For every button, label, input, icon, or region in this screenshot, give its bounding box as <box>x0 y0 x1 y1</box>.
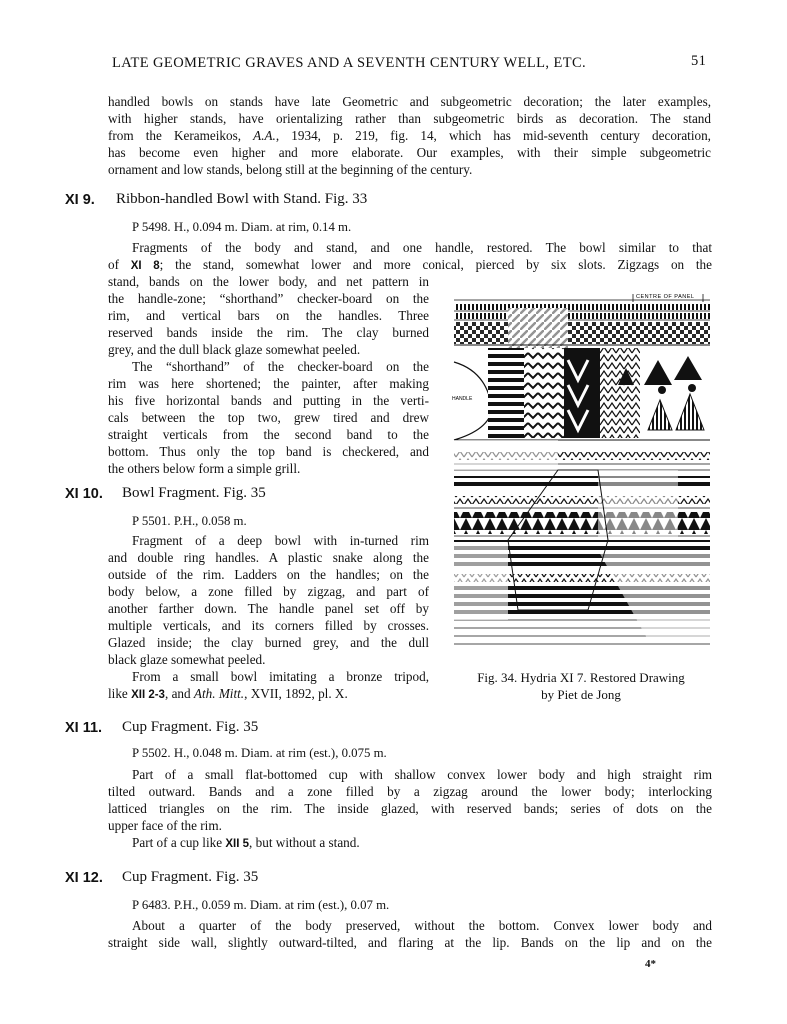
entry-number: XI 12. <box>65 870 103 886</box>
intro-line: with higher stands, have orientalizing rather than subgeometric birds as decoration. The stand <box>108 111 711 126</box>
running-title: LATE GEOMETRIC GRAVES AND A SEVENTH CENTURY WELL, ETC. <box>112 55 587 71</box>
entry-title: Bowl Fragment. Fig. 35 <box>122 485 266 501</box>
entry-line: From a small bowl imitating a bronze tripod, <box>132 669 429 684</box>
entry-line: straight verticals from the second band to the <box>108 427 429 442</box>
figure-label-centre: CENTRE OF PANEL <box>636 294 695 300</box>
entry-line: About a quarter of the body preserved, without the bottom. Convex lower body and <box>132 918 712 933</box>
entry-line: rim, and vertical bars on the handles. Three <box>108 308 429 323</box>
entry-line: tilted outward. Bands and a zone filled by a zigzag around the lower body; interlocking <box>108 784 712 799</box>
entry-line: Fragment of a deep bowl with in-turned rim <box>132 533 429 548</box>
figure-caption-line2: by Piet de Jong <box>541 687 621 702</box>
page-number: 51 <box>691 53 707 69</box>
xref-xii5: XII 5 <box>225 838 250 850</box>
entry-line: The “shorthand” of the checker-board on the <box>132 359 429 374</box>
ath-mitt-abbr: Ath. Mitt. <box>193 686 245 701</box>
figure-label-handle: HANDLE <box>452 396 473 402</box>
entry-meta: P 5502. H., 0.048 m. Diam. at rim (est.), 0.075 m. <box>132 746 387 760</box>
entry-line: like XII 2-3, and Ath. Mitt., XVII, 1892, pl. X. <box>108 686 348 701</box>
entry-line: black glaze somewhat peeled. <box>108 652 266 667</box>
entry-line: rim was here shortened; the painter, after making <box>108 376 429 391</box>
entry-line: latticed triangles on the rim. The inside glazed, with reserved bands; series of dots on the <box>108 801 712 816</box>
entry-line: bottom. Thus only the top band is checkered, and <box>108 444 429 459</box>
entry-line: Part of a small flat-bottomed cup with shallow convex lower body and high straight rim <box>132 767 712 782</box>
entry-line: Part of a cup like XII 5, but without a stand. <box>132 835 360 850</box>
entry-meta: P 5501. P.H., 0.058 m. <box>132 514 247 528</box>
entry-line: straight side wall, slightly outward-tilted, and flaring at the lip. Bands on the lip and on the <box>108 935 712 950</box>
intro-text: , 1934, p. 219, fig. 14, which has mid-seventh century decoration, <box>275 128 711 143</box>
entry-number: XI 11. <box>65 720 103 736</box>
entry-line: stand, bands on the lower body, and net pattern in <box>108 274 429 289</box>
entry-line: cals between the top two, grew tired and drew <box>108 410 429 425</box>
intro-line: handled bowls on stands have late Geometric and subgeometric decoration; the later examples, <box>108 94 711 109</box>
entry-line: another farther down. The handle panel set off by <box>108 601 429 616</box>
intro-text: from the Kerameikos, <box>108 128 254 143</box>
xref-xi8: XI 8 <box>130 260 160 272</box>
entry-line: Fragments of the body and stand, and one handle, restored. The bowl similar to that <box>132 240 712 255</box>
entry-number: XI 9. <box>65 192 95 208</box>
entry-line: reserved bands inside the rim. The clay burned <box>108 325 429 340</box>
signature-mark: 4* <box>645 958 656 970</box>
entry-meta: P 6483. P.H., 0.059 m. Diam. at rim (est.), 0.07 m. <box>132 898 390 912</box>
entry-title: Ribbon-handled Bowl with Stand. Fig. 33 <box>116 191 368 207</box>
entry-meta: P 5498. H., 0.094 m. Diam. at rim, 0.14 m. <box>132 220 352 234</box>
intro-line: has become even higher and more elaborate. Our examples, with their simple subgeometric <box>108 145 711 160</box>
entry-line: grey, and the dull black glaze somewhat peeled. <box>108 342 361 357</box>
entry-line: and double ring handles. A plastic snake along the <box>108 550 429 565</box>
entry-line: the others below form a simple grill. <box>108 461 301 476</box>
entry-line: body below, a zone filled by zigzag, and part of <box>108 584 429 599</box>
xref-xii2-3: XII 2-3 <box>131 689 165 701</box>
figure-caption-line1: Fig. 34. Hydria XI 7. Restored Drawing <box>477 670 685 685</box>
kerameikos-abbr: A.A. <box>253 128 276 143</box>
entry-line: outside of the rim. Ladders on the handles; on the <box>108 567 429 582</box>
entry-line: his five horizontal bands and putting in the verti- <box>108 393 429 408</box>
entry-line: multiple verticals, and its corners filled by crosses. <box>108 618 429 633</box>
intro-line <box>108 127 711 144</box>
entry-line: of XI 8; the stand, somewhat lower and more conical, pierced by six slots. Zigzags on the <box>108 257 712 272</box>
entry-line: upper face of the rim. <box>108 818 222 833</box>
entry-line: the handle-zone; “shorthand” checker-board on the <box>108 291 429 306</box>
figure-34-drawing <box>448 290 714 646</box>
intro-line: ornament and low stands, belong still at the beginning of the century. <box>108 162 473 177</box>
entry-title: Cup Fragment. Fig. 35 <box>122 869 259 885</box>
entry-number: XI 10. <box>65 486 103 502</box>
entry-line: Glazed inside; the clay burned grey, and the dull <box>108 635 429 650</box>
entry-title: Cup Fragment. Fig. 35 <box>122 719 259 735</box>
